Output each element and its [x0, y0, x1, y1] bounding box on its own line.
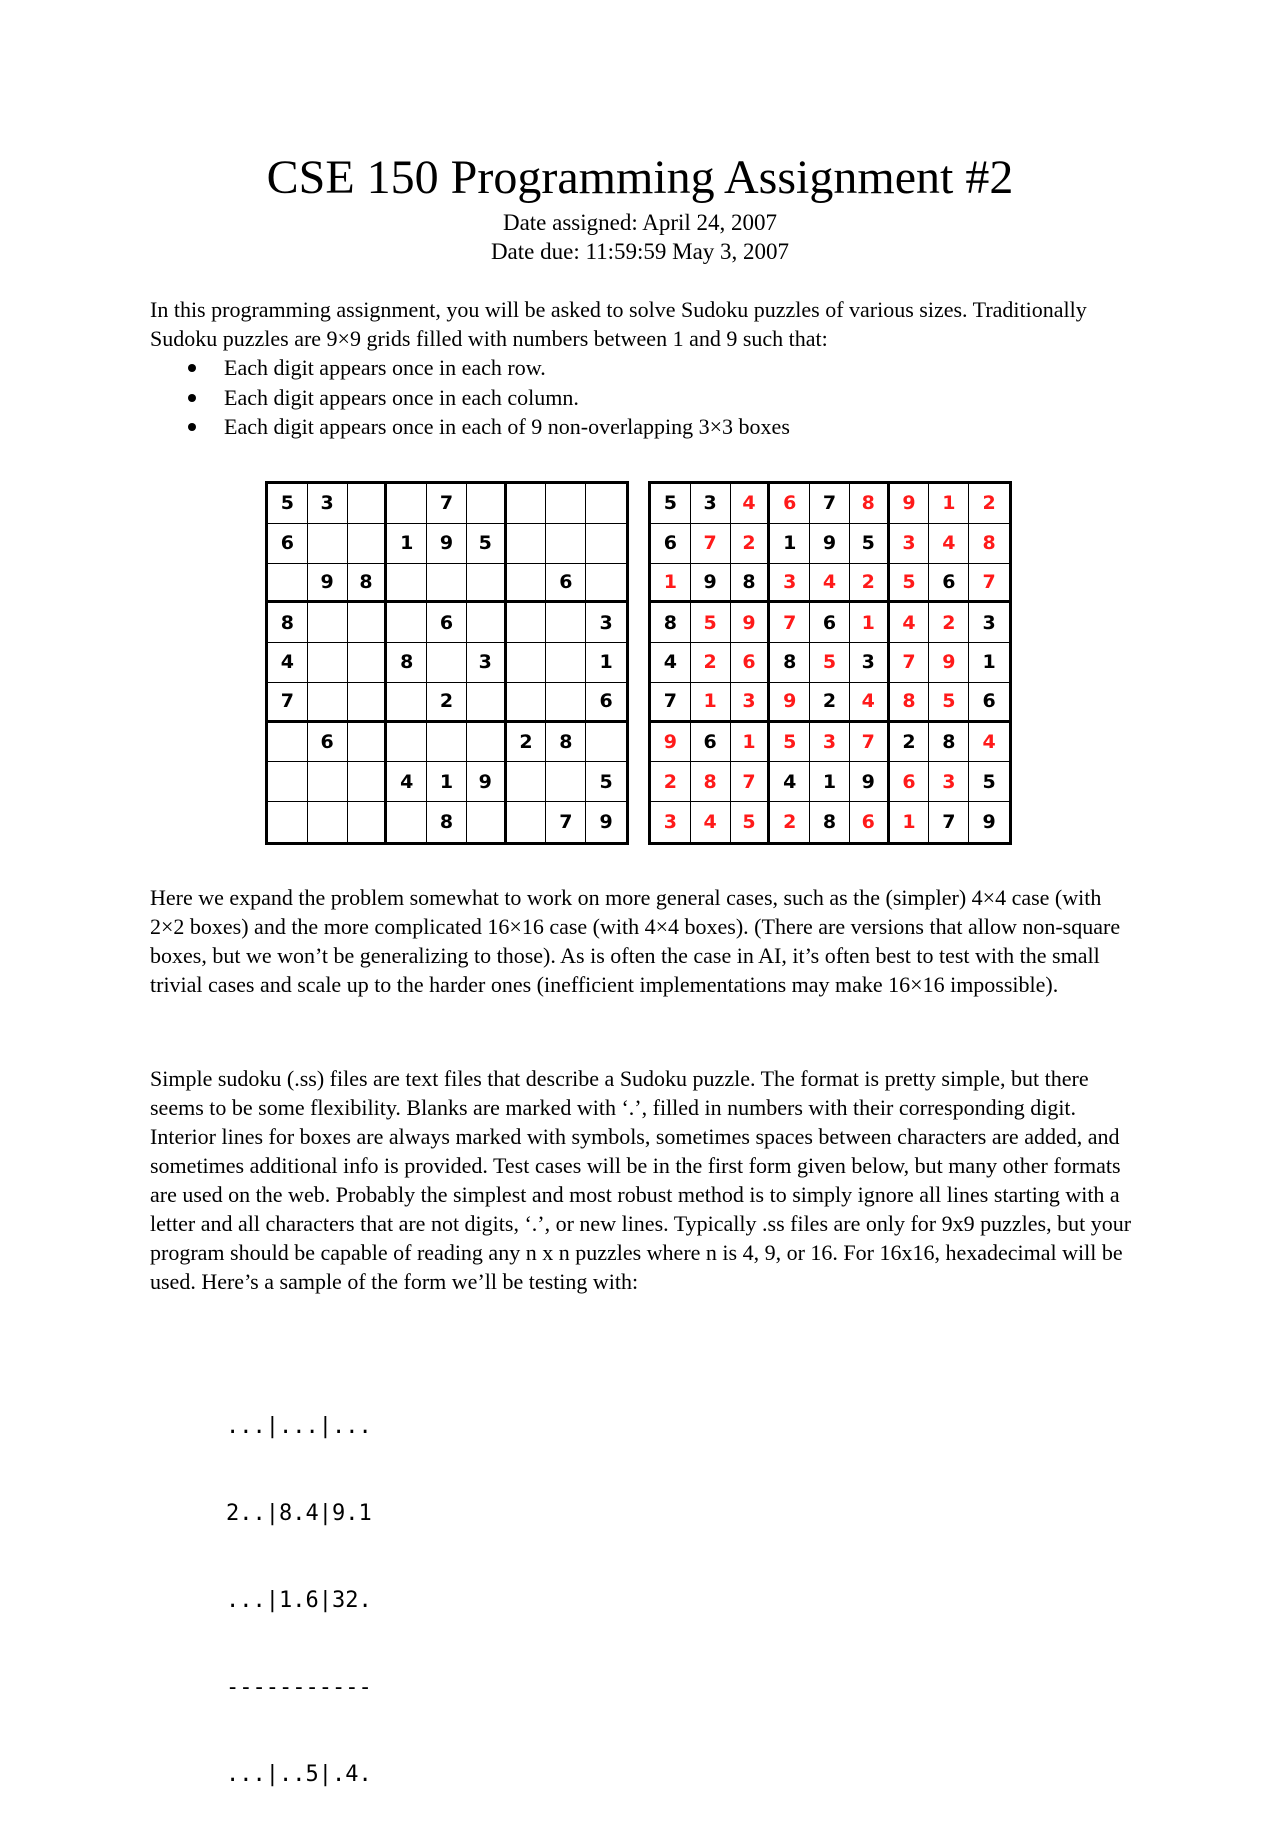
sudoku-cell [268, 802, 308, 842]
rules-list [150, 353, 790, 442]
sudoku-cell: 2 [890, 723, 930, 763]
sudoku-cell: 8 [651, 603, 691, 643]
sudoku-cell: 2 [731, 524, 771, 564]
sudoku-cell: 1 [770, 524, 810, 564]
sudoku-cell: 3 [890, 524, 930, 564]
sudoku-cell: 6 [969, 683, 1009, 723]
sudoku-cell: 1 [651, 564, 691, 604]
sudoku-cell: 7 [268, 683, 308, 723]
page-title: CSE 150 Programming Assignment #2 [266, 151, 1014, 204]
code-line: ----------- [226, 1675, 372, 1700]
sudoku-cell: 1 [427, 762, 467, 802]
sudoku-cell: 3 [969, 603, 1009, 643]
expand-paragraph: Here we expand the problem somewhat to work on more general cases, such as the (simpler) 4×4 case (with 2×2 boxes) and the more complicated 16×16 case (with 4×4 boxes). (There are versions that allow non-square boxes, but we won’t be generalizing to those). As is often the case in AI, it’s often best to test with the small trivial cases and scale up to the harder ones (inefficient implementations may make 16×16 impossible). [150, 885, 1121, 997]
code-line: ...|1.6|32. [226, 1588, 372, 1613]
rule-text: Each digit appears once in each of 9 non-overlapping 3×3 boxes [224, 414, 790, 439]
sudoku-cell [467, 802, 507, 842]
sudoku-cell: 5 [770, 723, 810, 763]
sudoku-cell [546, 603, 586, 643]
sudoku-puzzle-grid [265, 481, 629, 845]
sudoku-cell: 8 [770, 643, 810, 683]
code-line: ...|..5|.4. [226, 1762, 372, 1787]
sudoku-cell: 8 [929, 723, 969, 763]
sudoku-cell: 7 [890, 643, 930, 683]
sudoku-cell: 6 [731, 643, 771, 683]
sudoku-cell: 9 [810, 524, 850, 564]
sudoku-cell: 6 [770, 484, 810, 524]
sudoku-cell [308, 603, 348, 643]
sudoku-cell: 6 [268, 524, 308, 564]
sudoku-cell: 2 [507, 723, 547, 763]
sudoku-cell: 1 [929, 484, 969, 524]
sudoku-cell: 6 [586, 683, 626, 723]
sudoku-cell: 2 [850, 564, 890, 604]
sudoku-cell [268, 723, 308, 763]
sudoku-cell: 2 [427, 683, 467, 723]
bullet-icon [188, 364, 196, 372]
sudoku-cell: 5 [651, 484, 691, 524]
sudoku-cell: 4 [731, 484, 771, 524]
ss-format-paragraph: Simple sudoku (.ss) files are text files that describe a Sudoku puzzle. The format is pretty simple, but there seems to be some flexibility. Blanks are marked with ‘.’, filled in numbers with their corresponding digit. Interior lines for boxes are always marked with symbols, sometimes spaces between characters are added, and sometimes additional info is provided. Test cases will be in the first form given below, but many other formats are used on the web. Probably the simplest and most robust method is to simply ignore all lines starting with a letter and all characters that are not digits, ‘.’, or new lines. Typically .ss files are only for 9x9 puzzles, but your program should be capable of reading any n x n puzzles where n is 4, 9, or 16. For 16x16, hexadecimal will be used. Here’s a sample of the form we’ll be testing with: [150, 1066, 1132, 1294]
sudoku-cell [507, 524, 547, 564]
sudoku-cell: 7 [731, 762, 771, 802]
sudoku-cell: 8 [731, 564, 771, 604]
sudoku-cell: 1 [586, 643, 626, 683]
code-line: 2..|8.4|9.1 [226, 1501, 372, 1526]
sudoku-cell: 3 [586, 603, 626, 643]
intro-paragraph: In this programming assignment, you will be asked to solve Sudoku puzzles of various sizes. Traditionally Sudoku puzzles are 9×9 grids filled with numbers between 1 and 9 such that: [150, 297, 1087, 351]
sudoku-cell: 9 [651, 723, 691, 763]
sudoku-cell: 9 [890, 484, 930, 524]
rules-list-item [150, 383, 790, 413]
sudoku-cell: 7 [770, 603, 810, 643]
sudoku-cell: 7 [691, 524, 731, 564]
sudoku-cell: 5 [586, 762, 626, 802]
sudoku-cell: 7 [850, 723, 890, 763]
sudoku-cell: 2 [929, 603, 969, 643]
sudoku-cell [467, 484, 507, 524]
sudoku-cell [387, 484, 427, 524]
sudoku-cell [348, 802, 388, 842]
sudoku-cell: 8 [691, 762, 731, 802]
sudoku-cell: 3 [770, 564, 810, 604]
sudoku-cell: 8 [348, 564, 388, 604]
sudoku-cell [308, 524, 348, 564]
sudoku-cell: 8 [850, 484, 890, 524]
sudoku-cell: 8 [387, 643, 427, 683]
code-line: ...|...|... [226, 1414, 372, 1439]
sudoku-cell: 6 [929, 564, 969, 604]
sudoku-cell [308, 643, 348, 683]
sudoku-cell [308, 802, 348, 842]
date-due: Date due: 11:59:59 May 3, 2007 [490, 239, 790, 264]
sudoku-cell [507, 564, 547, 604]
sudoku-cell: 9 [982, 811, 996, 834]
sudoku-cell [586, 484, 626, 524]
sudoku-cell [546, 762, 586, 802]
sudoku-cell [467, 564, 507, 604]
sudoku-cell: 5 [810, 643, 850, 683]
sudoku-cell: 6 [850, 802, 890, 842]
sudoku-cell: 9 [731, 603, 771, 643]
sudoku-cell [546, 484, 586, 524]
sudoku-cell: 1 [850, 603, 890, 643]
sudoku-cell: 4 [969, 723, 1009, 763]
sudoku-cell: 7 [651, 683, 691, 723]
sudoku-cell [507, 802, 547, 842]
sudoku-cell: 8 [810, 802, 850, 842]
sudoku-cell [507, 643, 547, 683]
sudoku-cell: 8 [890, 683, 930, 723]
sudoku-cell: 6 [890, 762, 930, 802]
sudoku-cell [308, 683, 348, 723]
sudoku-cell: 4 [890, 603, 930, 643]
sudoku-cell [507, 762, 547, 802]
rule-text: Each digit appears once in each column. [224, 384, 579, 410]
bullet-icon [188, 423, 196, 431]
sudoku-cell: 4 [810, 564, 850, 604]
sudoku-cell: 5 [268, 484, 308, 524]
sudoku-cell [467, 683, 507, 723]
sudoku-cell [546, 643, 586, 683]
sudoku-cell: 5 [929, 683, 969, 723]
sudoku-cell: 4 [929, 524, 969, 564]
date-assigned: Date assigned: April 24, 2007 [502, 210, 778, 235]
sudoku-cell [586, 564, 626, 604]
sudoku-cell: 1 [691, 683, 731, 723]
sudoku-cell [546, 524, 586, 564]
sudoku-cell [348, 643, 388, 683]
sudoku-cell: 8 [268, 603, 308, 643]
sudoku-cell: 6 [427, 603, 467, 643]
sudoku-cell: 2 [691, 643, 731, 683]
sudoku-cell: 8 [546, 723, 586, 763]
sudoku-cell: 1 [731, 723, 771, 763]
sudoku-cell: 4 [651, 643, 691, 683]
sudoku-cell [308, 762, 348, 802]
sudoku-cell: 2 [969, 484, 1009, 524]
sudoku-cell [467, 603, 507, 643]
sudoku-cell [387, 802, 427, 842]
sudoku-cell: 4 [850, 683, 890, 723]
sudoku-cell [387, 683, 427, 723]
sudoku-cell: 3 [929, 762, 969, 802]
sudoku-cell [507, 603, 547, 643]
ss-code-sample [226, 1354, 372, 1847]
sudoku-cell: 2 [810, 683, 850, 723]
sudoku-cell [348, 603, 388, 643]
rule-text: Each digit appears once in each row. [224, 355, 546, 380]
sudoku-cell: 3 [308, 484, 348, 524]
sudoku-cell: 4 [268, 643, 308, 683]
sudoku-cell: 8 [969, 524, 1009, 564]
sudoku-cell: 9 [770, 683, 810, 723]
sudoku-cell: 5 [467, 524, 507, 564]
sudoku-cell: 8 [427, 802, 467, 842]
sudoku-cell [348, 762, 388, 802]
sudoku-cell: 9 [850, 762, 890, 802]
sudoku-cell [387, 564, 427, 604]
sudoku-cell [507, 683, 547, 723]
sudoku-cell [268, 564, 308, 604]
sudoku-cell [348, 683, 388, 723]
sudoku-cell: 9 [427, 524, 467, 564]
sudoku-cell [268, 762, 308, 802]
sudoku-cell [427, 723, 467, 763]
sudoku-cell: 3 [731, 683, 771, 723]
sudoku-cell [586, 524, 626, 564]
sudoku-cell: 3 [691, 484, 731, 524]
sudoku-cell [348, 484, 388, 524]
sudoku-cell: 4 [770, 762, 810, 802]
sudoku-cell [427, 564, 467, 604]
sudoku-cell: 3 [651, 802, 691, 842]
sudoku-cell: 6 [810, 603, 850, 643]
sudoku-cell: 9 [929, 643, 969, 683]
sudoku-cell: 7 [969, 564, 1009, 604]
sudoku-cell: 7 [546, 802, 586, 842]
sudoku-cell: 3 [850, 643, 890, 683]
sudoku-cell: 3 [810, 723, 850, 763]
sudoku-cell: 6 [651, 524, 691, 564]
rules-list-item [150, 412, 790, 442]
sudoku-cell: 5 [731, 802, 771, 842]
sudoku-cell: 5 [969, 762, 1009, 802]
sudoku-cell [348, 723, 388, 763]
sudoku-cell: 4 [691, 802, 731, 842]
sudoku-cell: 9 [599, 811, 613, 834]
sudoku-cell: 3 [467, 643, 507, 683]
sudoku-cell: 2 [651, 762, 691, 802]
sudoku-cell [427, 643, 467, 683]
sudoku-cell: 5 [890, 564, 930, 604]
sudoku-cell: 6 [308, 723, 348, 763]
sudoku-cell [467, 723, 507, 763]
sudoku-cell [507, 484, 547, 524]
sudoku-cell: 1 [969, 643, 1009, 683]
sudoku-cell: 4 [387, 762, 427, 802]
sudoku-cell: 6 [546, 564, 586, 604]
sudoku-cell [586, 723, 626, 763]
sudoku-cell: 5 [691, 603, 731, 643]
sudoku-cell: 9 [467, 762, 507, 802]
sudoku-solution-grid [648, 481, 1012, 845]
sudoku-cell: 1 [387, 524, 427, 564]
sudoku-cell: 5 [850, 524, 890, 564]
sudoku-cell: 9 [691, 564, 731, 604]
sudoku-cell: 1 [810, 762, 850, 802]
sudoku-cell [348, 524, 388, 564]
sudoku-cell: 1 [890, 802, 930, 842]
sudoku-cell: 7 [929, 802, 969, 842]
sudoku-cell [387, 603, 427, 643]
sudoku-cell: 9 [308, 564, 348, 604]
sudoku-cell: 7 [810, 484, 850, 524]
sudoku-cell [387, 723, 427, 763]
bullet-icon [188, 394, 196, 402]
sudoku-cell [546, 683, 586, 723]
sudoku-cell: 2 [770, 802, 810, 842]
sudoku-cell: 6 [691, 723, 731, 763]
rules-list-item [150, 353, 790, 383]
sudoku-cell: 7 [427, 484, 467, 524]
